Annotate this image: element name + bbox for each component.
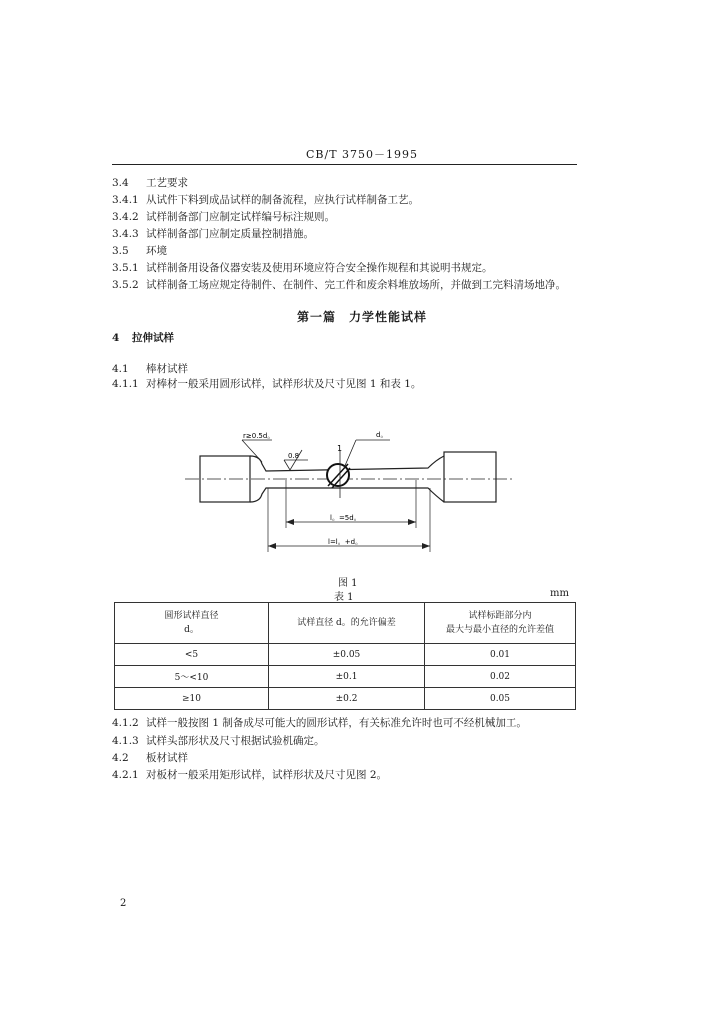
gauge-bottom-edge: [250, 488, 444, 502]
clause-text: 工艺要求: [146, 177, 188, 189]
clause-number: 3.4: [112, 177, 129, 189]
header-max-min-difference: [425, 603, 576, 644]
table-cell: ±0.1: [269, 666, 425, 688]
header-diameter-tolerance: 试样直径 d。的允许偏差: [269, 603, 425, 644]
clause-text: 试样制备部门应制定试样编号标注规则。: [146, 211, 335, 223]
part-title: 第一篇 力学性能试样: [296, 310, 427, 324]
page-number: 2: [120, 898, 127, 909]
table-header-row: [115, 603, 576, 644]
table-cell: 0.02: [425, 666, 576, 688]
header-text: d。: [184, 625, 199, 635]
clause-text: 环境: [146, 245, 167, 257]
clause-number: 3.5.2: [112, 279, 139, 291]
section-mark: 1: [337, 444, 343, 453]
header-rule: [112, 164, 577, 165]
dimension-arrow: [268, 543, 276, 549]
parallel-length-label: l=l。+d。: [328, 538, 363, 546]
clause-3-5: [112, 244, 167, 258]
header-text: 试样标距部分内: [468, 611, 532, 621]
clause-4-1-2: [112, 716, 527, 730]
clause-text: 棒材试样: [146, 363, 188, 375]
clause-number: 3.4.3: [112, 228, 139, 240]
section-number: 4: [112, 332, 120, 344]
clause-number: 4.2.1: [112, 769, 139, 781]
header-diameter: [115, 603, 269, 644]
header-text: 圆形试样直径: [164, 611, 219, 621]
clause-number: 3.4.1: [112, 194, 139, 206]
diameter-label: d。: [376, 431, 388, 439]
roughness-label: 0.8: [288, 452, 300, 460]
section-title: 拉伸试样: [132, 332, 174, 344]
clause-4-1-3: [112, 734, 325, 748]
clause-number: 4.2: [112, 752, 129, 764]
table-unit: mm: [550, 588, 569, 599]
section-4-heading: [112, 330, 174, 345]
clause-text: 对板材一般采用矩形试样，试样形状及尺寸见图 2。: [146, 769, 388, 781]
table-caption: 表 1: [334, 592, 354, 603]
clause-number: 3.4.2: [112, 211, 139, 223]
table-cell: ±0.2: [269, 688, 425, 710]
table-row: [115, 688, 576, 710]
clause-text: 试样一般按图 1 制备成尽可能大的圆形试样，有关标准允许时也可不经机械加工。: [146, 717, 527, 729]
table-row: [115, 644, 576, 666]
table-cell: <5: [115, 644, 269, 666]
round-specimen-drawing: [180, 420, 530, 570]
clause-text: 试样制备用设备仪器安装及使用环境应符合安全操作规程和其说明书规定。: [146, 262, 493, 274]
figure-caption: 图 1: [338, 578, 358, 589]
dimension-arrow: [422, 543, 430, 549]
clause-3-4-2: [112, 210, 335, 224]
clause-number: 3.5.1: [112, 262, 139, 274]
clause-text: 从试件下料到成品试样的制备流程，应执行试样制备工艺。: [146, 194, 419, 206]
dimension-arrow: [286, 519, 294, 525]
clause-text: 板材试样: [146, 752, 188, 764]
radius-leader: [242, 440, 262, 462]
table-cell: 5～<10: [115, 666, 269, 688]
gauge-length-label: l。=5d。: [330, 514, 361, 522]
clause-text: 试样制备工场应规定待制件、在制件、完工件和废余料堆放场所，并做到工完料清场地净。: [146, 279, 566, 291]
clause-number: 3.5: [112, 245, 129, 257]
clause-4-1-1: [112, 377, 421, 391]
clause-3-4-1: [112, 193, 419, 207]
diameter-leader: [344, 440, 356, 468]
table-cell: 0.01: [425, 644, 576, 666]
tolerance-table: [114, 602, 576, 710]
clause-number: 4.1.1: [112, 378, 139, 390]
clause-3-5-2: [112, 278, 566, 292]
table-row: [115, 666, 576, 688]
clause-number: 4.1.3: [112, 735, 139, 747]
clause-number: 4.1: [112, 363, 129, 375]
clause-4-1: [112, 362, 188, 376]
page-header: CB/T 3750－1995: [305, 148, 419, 161]
table-cell: 0.05: [425, 688, 576, 710]
clause-4-2: [112, 751, 188, 765]
radius-label: r≥0.5d。: [243, 432, 275, 440]
clause-number: 4.1.2: [112, 717, 139, 729]
right-grip: [444, 452, 496, 502]
dimension-arrow: [408, 519, 416, 525]
clause-3-4-3: [112, 227, 314, 241]
clause-3-5-1: [112, 261, 493, 275]
clause-text: 对棒材一般采用圆形试样，试样形状及尺寸见图 1 和表 1。: [146, 378, 422, 390]
header-text: 最大与最小直径的允许差值: [445, 625, 554, 635]
clause-3-4: [112, 176, 188, 190]
table-cell: ≥10: [115, 688, 269, 710]
table-cell: ±0.05: [269, 644, 425, 666]
clause-text: 试样头部形状及尺寸根据试验机确定。: [146, 735, 325, 747]
clause-4-2-1: [112, 768, 387, 782]
clause-text: 试样制备部门应制定质量控制措施。: [146, 228, 314, 240]
